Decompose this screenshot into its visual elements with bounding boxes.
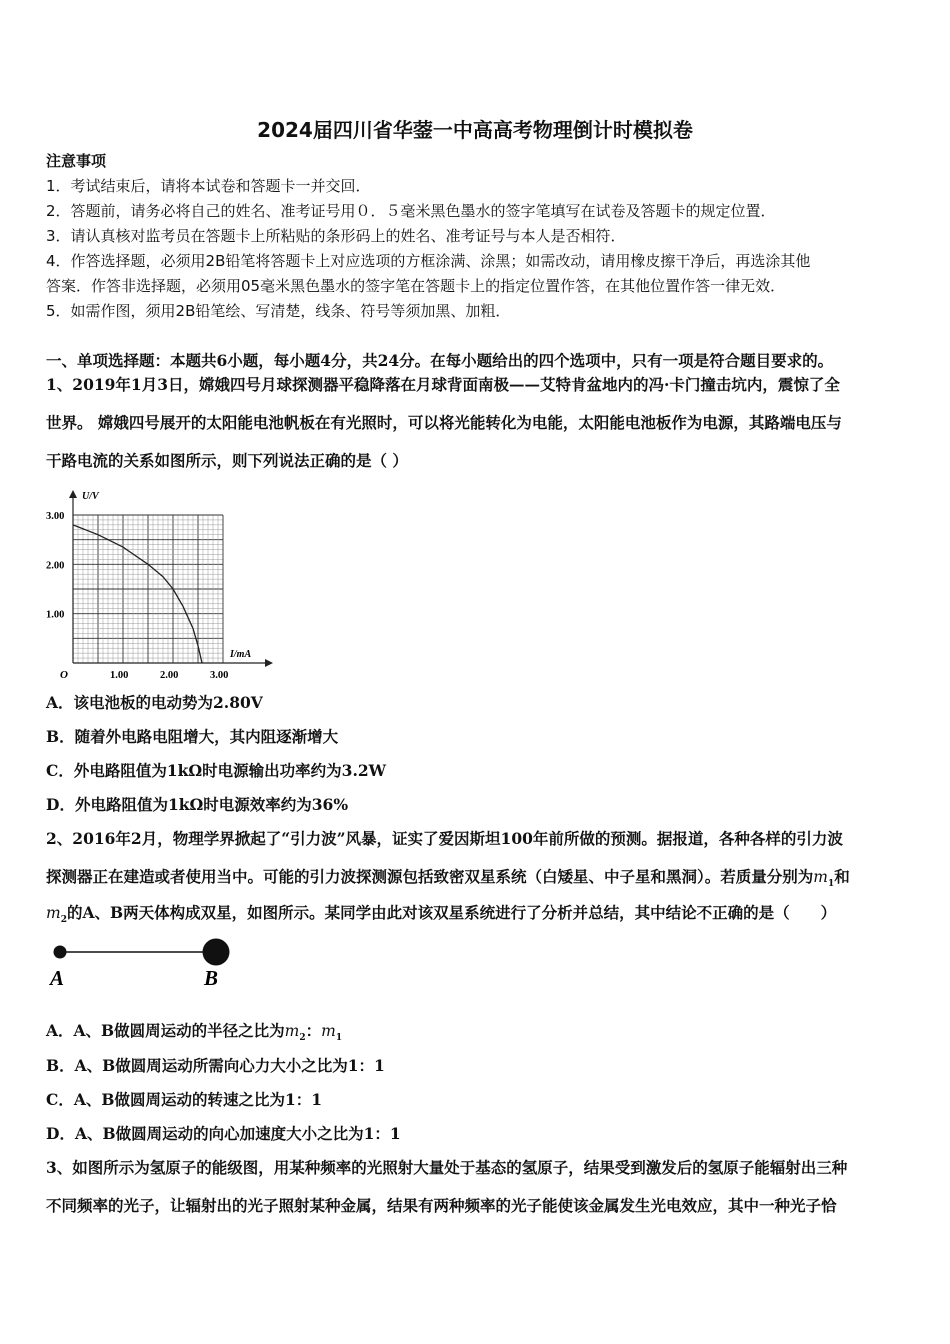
note-item: 2．答题前，请务必将自己的姓名、准考证号用０．５毫米黑色墨水的签字笔填写在试卷及答题卡的规定位置． <box>46 202 776 220</box>
notes-heading: 注意事项 <box>46 152 107 170</box>
x-tick-label: 1.00 <box>110 670 129 681</box>
x-tick-label: 2.00 <box>160 670 179 681</box>
q1-option-b[interactable]: B．随着外电路电阻增大，其内阻逐渐增大 <box>46 727 339 746</box>
note-item: 3．请认真核对监考员在答题卡上所粘贴的条形码上的姓名、准考证号与本人是否相符． <box>46 227 626 245</box>
question-2-text: $m_2$的A、B两天体构成双星，如图所示。某同学由此对该双星系统进行了分析并总结，其中结论不正确的是（ ） <box>46 903 837 926</box>
label-b: B <box>204 966 219 990</box>
note-item: 1．考试结束后，请将本试卷和答题卡一并交回． <box>46 177 371 195</box>
note-item: 4．作答选择题，必须用2B铅笔将答题卡上对应选项的方框涂满、涂黑；如需改动，请用橡皮擦干净后，再选涂其他 <box>46 252 811 270</box>
y-tick-label: 2.00 <box>46 560 65 572</box>
q2-option-b[interactable]: B．A、B做圆周运动所需向心力大小之比为1：1 <box>46 1056 385 1075</box>
y-tick-label: 1.00 <box>46 609 65 621</box>
section-heading: 一、单项选择题：本题共6小题，每小题4分，共24分。在每小题给出的四个选项中，只有一项是符合题目要求的。 <box>46 351 834 370</box>
chart-grid <box>73 515 223 663</box>
u-i-chart <box>40 480 280 685</box>
question-2-text: 2、2016年2月，物理学界掀起了“引力波”风暴，证实了爱因斯坦100年前所做的预测。据报道，各种各样的引力波 <box>46 829 843 848</box>
star-a <box>54 946 67 959</box>
binary-star-diagram <box>40 930 260 995</box>
question-3-text: 不同频率的光子，让辐射出的光子照射某种金属，结果有两种频率的光子能使该金属发生光电效应，其中一种光子恰 <box>46 1196 837 1215</box>
question-2-text: 探测器正在建造或者使用当中。可能的引力波探测源包括致密双星系统（白矮星、中子星和黑洞）。若质量分别为$m_1$和 <box>46 867 850 890</box>
q2-option-d[interactable]: D．A、B做圆周运动的向心加速度大小之比为1：1 <box>46 1124 401 1143</box>
label-a: A <box>50 966 65 990</box>
y-tick-label: 3.00 <box>46 511 65 522</box>
question-1-text: 干路电流的关系如图所示，则下列说法正确的是（ ） <box>46 451 408 470</box>
origin-label: O <box>60 669 68 681</box>
note-item: 5．如需作图，须用2B铅笔绘、写清楚，线条、符号等须加黑、加粗． <box>46 302 511 320</box>
page-title: 2024届四川省华蓥一中高高考物理倒计时模拟卷 <box>257 118 693 142</box>
question-3-text: 3、如图所示为氢原子的能级图，用某种频率的光照射大量处于基态的氢原子，结果受到激发后的氢原子能辐射出三种 <box>46 1158 848 1177</box>
star-b <box>203 939 230 966</box>
x-tick-label: 3.00 <box>210 670 229 681</box>
y-axis-label: U/V <box>82 491 99 502</box>
y-axis-arrow <box>69 490 77 498</box>
question-1-text: 1、2019年1月3日，嫦娥四号月球探测器平稳降落在月球背面南极——艾特肯盆地内的冯·卡门撞击坑内，震惊了全 <box>46 375 840 394</box>
x-axis-arrow <box>265 659 273 667</box>
q2-option-a[interactable]: A．A、B做圆周运动的半径之比为$m_2$：$m_1$ <box>46 1021 343 1044</box>
question-1-text: 世界。 嫦娥四号展开的太阳能电池帆板在有光照时，可以将光能转化为电能，太阳能电池板作为电源，其路端电压与 <box>46 413 842 432</box>
q1-option-a[interactable]: A．该电池板的电动势为2.80V <box>46 693 263 712</box>
note-item: 答案．作答非选择题，必须用05毫米黑色墨水的签字笔在答题卡上的指定位置作答，在其他位置作答一律无效． <box>46 277 786 295</box>
q1-option-c[interactable]: C．外电路阻值为1kΩ时电源输出功率约为3.2W <box>46 761 387 780</box>
q2-option-c[interactable]: C．A、B做圆周运动的转速之比为1：1 <box>46 1090 323 1109</box>
x-axis-label: I/mA <box>230 649 252 660</box>
q1-option-d[interactable]: D．外电路阻值为1kΩ时电源效率约为36% <box>46 795 349 814</box>
